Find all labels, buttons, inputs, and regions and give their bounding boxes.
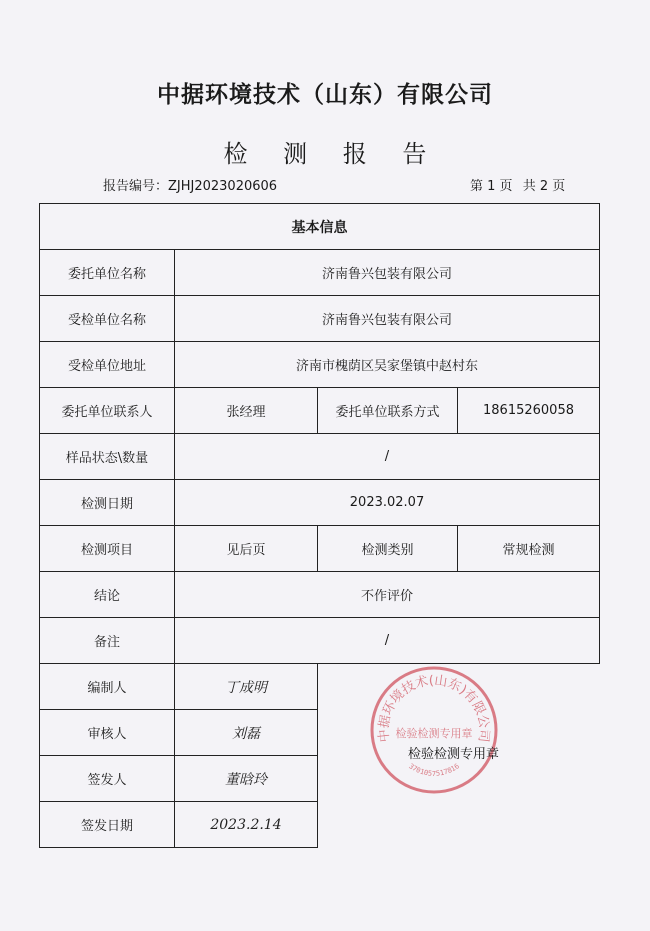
report-title: 检 测 报 告: [223, 140, 441, 168]
table-row: [40, 618, 600, 664]
svg-text:3701057517816: 3701057517816: [407, 762, 461, 778]
table-row: [40, 434, 600, 480]
table-row: [40, 388, 600, 434]
svg-text:检验检测专用章: 检验检测专用章: [395, 727, 473, 740]
row-label: 编制人: [40, 664, 175, 710]
row-label: 受检单位名称: [40, 296, 175, 342]
signature-reviewer: 刘磊: [175, 710, 318, 756]
row-label: 检测项目: [40, 526, 175, 572]
row-label: 受检单位地址: [40, 342, 175, 388]
issue-date: 2023.2.14: [175, 802, 318, 848]
row-value: 2023.02.07: [175, 480, 600, 526]
row-label: 审核人: [40, 710, 175, 756]
page-current: 第 1 页: [470, 179, 513, 194]
row-label: 备注: [40, 618, 175, 664]
row-value: 不作评价: [175, 572, 600, 618]
company-name: 中据环境技术（山东）有限公司: [157, 82, 493, 108]
table-row: [40, 572, 600, 618]
svg-text:中据环境技术(山东)有限公司: 中据环境技术(山东)有限公司: [376, 673, 492, 743]
stamp-label: 检验检测专用章: [408, 747, 500, 762]
table-row: [40, 664, 600, 710]
basic-info-table: [39, 203, 600, 848]
row-label-2: 检测类别: [318, 526, 458, 572]
row-value: /: [175, 434, 600, 480]
table-row: [40, 250, 600, 296]
row-label: 结论: [40, 572, 175, 618]
table-row: [40, 342, 600, 388]
row-value: 济南鲁兴包装有限公司: [175, 296, 600, 342]
table-row: [40, 480, 600, 526]
row-value-2: 常规检测: [458, 526, 600, 572]
row-value: /: [175, 618, 600, 664]
row-label: 签发日期: [40, 802, 175, 848]
row-label: 检测日期: [40, 480, 175, 526]
section-title: 基本信息: [40, 204, 600, 250]
row-value: 张经理: [175, 388, 318, 434]
page-info: [470, 175, 571, 194]
row-label-2: 委托单位联系方式: [318, 388, 458, 434]
row-value: 见后页: [175, 526, 318, 572]
row-value: 济南市槐荫区吴家堡镇中赵村东: [175, 342, 600, 388]
row-value: 济南鲁兴包装有限公司: [175, 250, 600, 296]
signature-compiler: 丁成明: [175, 664, 318, 710]
table-row: [40, 204, 600, 250]
page-total: 共 2 页: [522, 179, 566, 194]
row-label: 签发人: [40, 756, 175, 802]
row-value-2: 18615260058: [458, 388, 600, 434]
table-row: [40, 526, 600, 572]
signature-issuer: 董晗玲: [175, 756, 318, 802]
row-label: 委托单位联系人: [40, 388, 175, 434]
row-label: 样品状态\数量: [40, 434, 175, 480]
inspection-seal: [369, 665, 499, 795]
table-row: [40, 296, 600, 342]
row-label: 委托单位名称: [40, 250, 175, 296]
report-number: 报告编号：ZJHJ2023020606: [103, 179, 278, 194]
